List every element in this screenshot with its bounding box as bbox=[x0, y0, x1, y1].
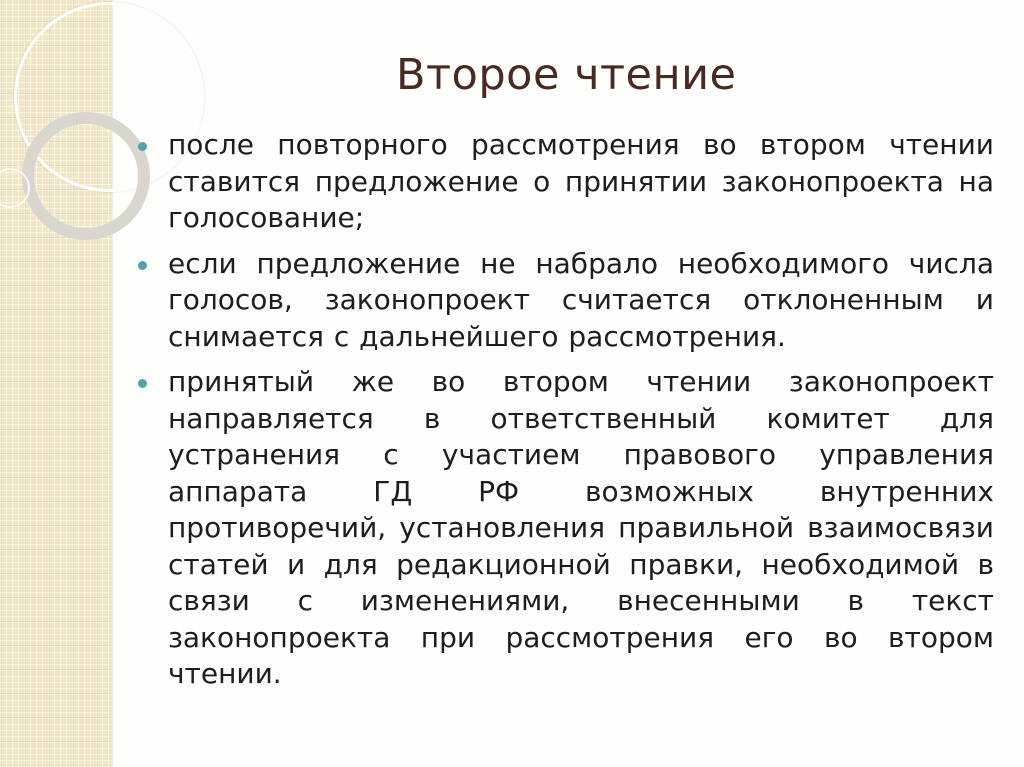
slide-title: Второе чтение bbox=[396, 50, 737, 100]
bullet-list bbox=[138, 127, 994, 702]
bullet-marker-icon bbox=[138, 379, 147, 388]
bullet-item bbox=[138, 127, 994, 237]
bullet-text: после повторного рассмотрения во втором чтении ставится предложение о принятии законопроекта на голосование; bbox=[168, 128, 994, 234]
bullet-text: принятый же во втором чтении законопроект направляется в ответственный комитет для устранения с участием правового управления аппарата ГД РФ возможных внутренних противоречий, установления правильной взаимосвязи статей и для редакционной правки, необходимой в связи с изменениями, внесенными в текст законопроекта при рассмотрения его во втором чтении. bbox=[168, 365, 994, 690]
bullet-item bbox=[138, 364, 994, 693]
decorative-ring-gray bbox=[22, 112, 150, 240]
bullet-marker-icon bbox=[138, 142, 147, 151]
bullet-text: если предложение не набрало необходимого числа голосов, законопроект считается отклоненным и снимается с дальнейшего рассмотрения. bbox=[168, 246, 994, 353]
bullet-item bbox=[138, 246, 994, 356]
bullet-marker-icon bbox=[138, 261, 147, 270]
